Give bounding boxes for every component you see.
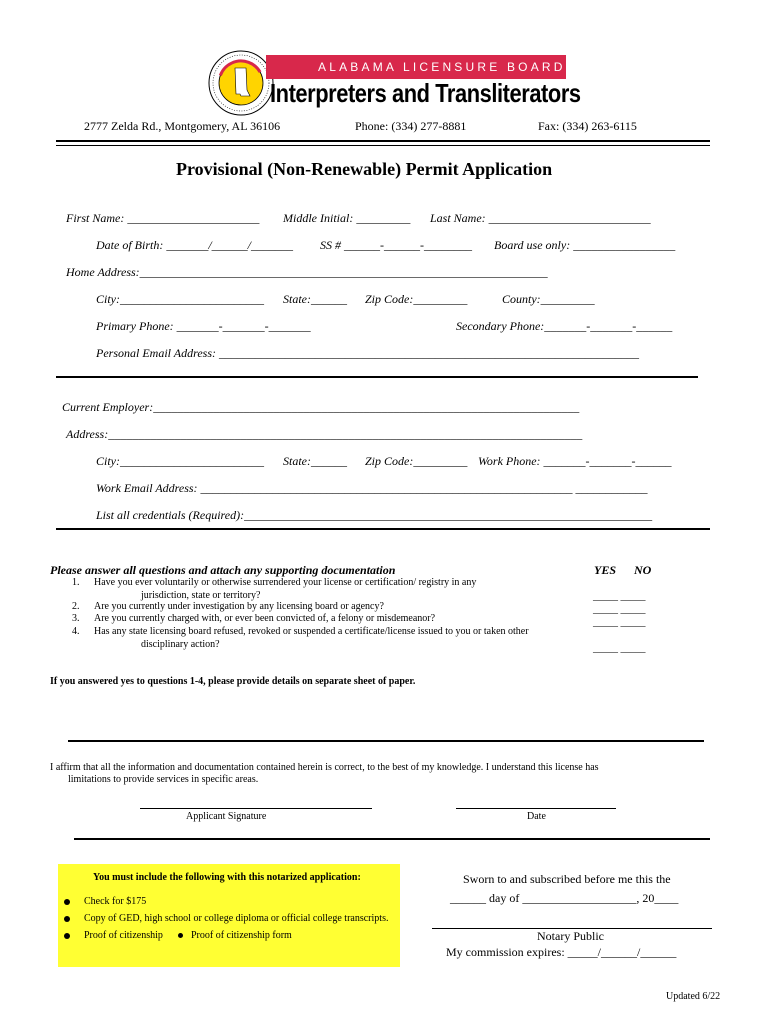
bullet-icon — [178, 933, 183, 938]
yes-no-blanks[interactable]: _____ _____ — [593, 591, 646, 602]
yes-header: YES — [594, 563, 617, 577]
requirement-item: Check for $175 — [64, 896, 146, 907]
board-use-field: Board use only: _________________ — [494, 238, 676, 252]
commission-expires-field[interactable]: My commission expires: _____/______/______ — [446, 945, 677, 959]
board-name: Interpreters and Transliterators — [270, 78, 581, 108]
date-label: Date — [527, 811, 546, 822]
yes-no-blanks[interactable]: _____ _____ — [593, 617, 646, 628]
home-address-field[interactable]: Home Address:____________________________________________________________________ — [66, 265, 548, 279]
requirements-heading: You must include the following with this notarized application: — [93, 872, 361, 883]
current-employer-field[interactable]: Current Employer:_______________________________________________________________________ — [62, 400, 580, 414]
question-text: Are you currently charged with, or ever been convicted of, a felony or misdemeanor? — [94, 613, 436, 624]
zip-field[interactable]: Zip Code:_________ — [365, 292, 468, 306]
alabama-seal-logo — [208, 50, 274, 116]
sworn-day-field[interactable]: ______ day of ___________________, 20____ — [450, 891, 679, 905]
work-email-field[interactable]: Work Email Address: ______________________________________________________________ ____________ — [96, 481, 648, 495]
signature-label: Applicant Signature — [186, 811, 267, 822]
work-phone-field[interactable]: Work Phone: _______-_______-______ — [478, 454, 672, 468]
question-text: Are you currently under investigation by any licensing board or agency? — [94, 601, 384, 612]
sworn-text: Sworn to and subscribed before me this the — [463, 872, 671, 886]
dob-field[interactable]: Date of Birth: _______/______/_______ — [96, 238, 293, 252]
header-rule — [56, 140, 710, 142]
requirement-item: Copy of GED, high school or college diploma or official college transcripts. — [64, 913, 388, 924]
bullet-icon — [64, 916, 70, 922]
updated-date: Updated 6/22 — [666, 991, 721, 1002]
questions-note: If you answered yes to questions 1-4, please provide details on separate sheet of paper. — [50, 676, 416, 687]
header-fax: Fax: (334) 263-6115 — [538, 119, 637, 133]
city-field[interactable]: City:________________________ — [96, 292, 264, 306]
secondary-phone-field[interactable]: Secondary Phone:_______-_______-______ — [456, 319, 673, 333]
section-divider — [74, 838, 710, 840]
notary-public-label: Notary Public — [537, 929, 604, 943]
question-number: 4. — [72, 626, 80, 637]
question-text: Has any state licensing board refused, revoked or suspended a certificate/license issued to you or taken other — [94, 626, 529, 637]
yes-no-blanks[interactable]: _____ _____ — [593, 604, 646, 615]
question-text-cont: jurisdiction, state or territory? — [141, 590, 261, 601]
header-address: 2777 Zelda Rd., Montgomery, AL 36106 — [84, 119, 281, 133]
board-line: ALABAMA LICENSURE BOARD FOR — [318, 60, 608, 74]
middle-initial-field[interactable]: Middle Initial: _________ — [283, 211, 411, 225]
employer-state-field[interactable]: State:______ — [283, 454, 347, 468]
employer-address-field[interactable]: Address:_______________________________________________________________________________ — [66, 427, 583, 441]
signature-line[interactable] — [140, 808, 372, 809]
first-name-field[interactable]: First Name: ______________________ — [66, 211, 260, 225]
yes-no-blanks[interactable]: _____ _____ — [593, 643, 646, 654]
question-number: 2. — [72, 601, 80, 612]
last-name-field[interactable]: Last Name: ___________________________ — [430, 211, 651, 225]
section-divider — [68, 740, 704, 742]
header-rule-thin — [56, 145, 710, 146]
page-title: Provisional (Non-Renewable) Permit Application — [176, 159, 553, 179]
question-number: 1. — [72, 577, 80, 588]
questions-intro: Please answer all questions and attach any supporting documentation — [50, 563, 396, 577]
question-text-cont: disciplinary action? — [141, 639, 220, 650]
ss-field[interactable]: SS # ______-______-________ — [320, 238, 472, 252]
date-line[interactable] — [456, 808, 616, 809]
section-divider — [56, 376, 698, 378]
county-field[interactable]: County:_________ — [502, 292, 595, 306]
employer-city-field[interactable]: City:________________________ — [96, 454, 264, 468]
employer-zip-field[interactable]: Zip Code:_________ — [365, 454, 468, 468]
requirement-item: Proof of citizenship form — [178, 930, 292, 941]
personal-email-field[interactable]: Personal Email Address: ______________________________________________________________________ — [96, 346, 639, 360]
no-header: NO — [634, 563, 652, 577]
question-text: Have you ever voluntarily or otherwise surrendered your license or certification/ registry in any — [94, 577, 477, 588]
primary-phone-field[interactable]: Primary Phone: _______-_______-_______ — [96, 319, 311, 333]
affirmation-text-cont: limitations to provide services in specific areas. — [68, 774, 259, 785]
header-phone: Phone: (334) 277-8881 — [355, 119, 467, 133]
state-field[interactable]: State:______ — [283, 292, 347, 306]
credentials-field[interactable]: List all credentials (Required):____________________________________________________________________ — [96, 508, 653, 522]
bullet-icon — [64, 933, 70, 939]
question-number: 3. — [72, 613, 80, 624]
affirmation-text: I affirm that all the information and documentation contained herein is correct, to the best of my knowledge. I understand this license has — [50, 762, 599, 773]
requirement-item: Proof of citizenship — [64, 930, 163, 941]
bullet-icon — [64, 899, 70, 905]
section-divider — [56, 528, 710, 530]
